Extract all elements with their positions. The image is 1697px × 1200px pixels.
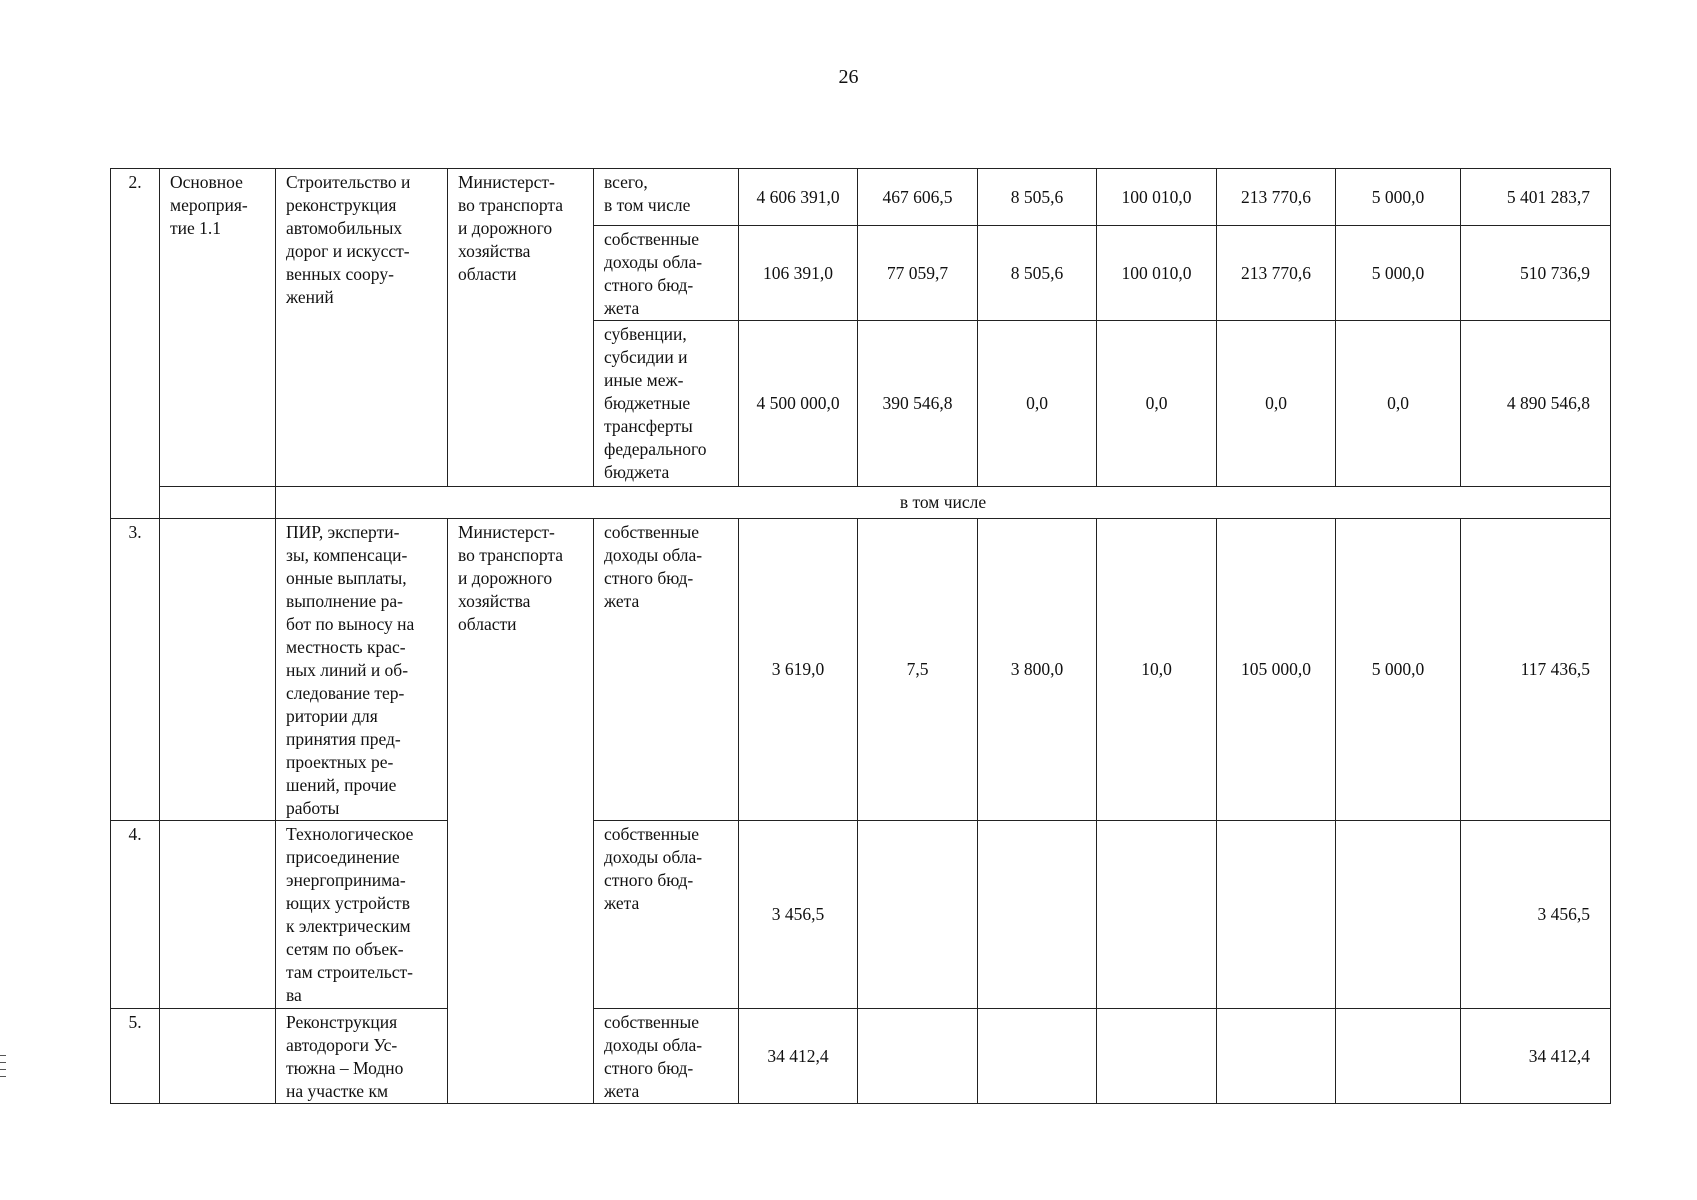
value-cell: 106 391,0: [739, 226, 858, 321]
table-row: [111, 1009, 1611, 1104]
source-cell: [594, 519, 739, 821]
value-cell: [1097, 821, 1217, 1009]
value-cell: 0,0: [978, 321, 1097, 487]
value-cell: 213 770,6: [1217, 169, 1336, 226]
funding-source: собственные доходы обла- стного бюд- жета: [604, 522, 703, 611]
funding-source: собственные доходы обла- стного бюд- жета: [604, 229, 703, 318]
value-cell: [978, 1009, 1097, 1104]
value-cell: [1217, 1009, 1336, 1104]
value-cell: 105 000,0: [1217, 519, 1336, 821]
activity-cell: [160, 1009, 276, 1104]
table-row: [111, 821, 1611, 1009]
total-cell: 510 736,9: [1461, 226, 1611, 321]
value-cell: [858, 1009, 978, 1104]
activity-cell: [160, 519, 276, 821]
funding-source: собственные доходы обла- стного бюд- жета: [604, 1012, 703, 1101]
activity-cell: [160, 821, 276, 1009]
row-number: 5.: [111, 1009, 160, 1104]
row-number: 4.: [111, 821, 160, 1009]
value-cell: 4 606 391,0: [739, 169, 858, 226]
name-cell: [276, 169, 448, 487]
value-cell: 7,5: [858, 519, 978, 821]
value-cell: 100 010,0: [1097, 169, 1217, 226]
value-cell: 8 505,6: [978, 226, 1097, 321]
value-cell: [1336, 821, 1461, 1009]
funding-source: субвенции, субсидии и иные меж- бюджетные трансферты федерального бюджета: [604, 324, 707, 482]
scan-mark: [0, 1062, 6, 1063]
activity-cell: [160, 169, 276, 487]
funding-source: всего, в том числе: [604, 172, 691, 215]
value-cell: 3 619,0: [739, 519, 858, 821]
total-cell: 117 436,5: [1461, 519, 1611, 821]
value-cell: 3 456,5: [739, 821, 858, 1009]
value-cell: [1336, 1009, 1461, 1104]
total-cell: 4 890 546,8: [1461, 321, 1611, 487]
section-subheader-row: [111, 487, 1611, 519]
page-number: 26: [838, 66, 859, 88]
executor-name: Министерст- во транспорта и дорожного хозяйства области: [458, 522, 564, 634]
value-cell: 5 000,0: [1336, 169, 1461, 226]
source-cell: [594, 169, 739, 226]
empty-cell: [160, 487, 276, 519]
scan-mark: [0, 1076, 6, 1077]
scan-edge-marks: [0, 1055, 6, 1083]
source-cell: [594, 821, 739, 1009]
table-row: [111, 519, 1611, 821]
activity-name: Реконструкция автодороги Ус- тюжна – Модно на участке км: [286, 1012, 404, 1101]
value-cell: 77 059,7: [858, 226, 978, 321]
value-cell: 467 606,5: [858, 169, 978, 226]
activity-label: Основное мероприя- тие 1.1: [170, 172, 248, 238]
executor-name: Министерст- во транспорта и дорожного хозяйства области: [458, 172, 564, 284]
section-subheader: в том числе: [276, 487, 1611, 519]
row-number: 3.: [111, 519, 160, 821]
value-cell: 5 000,0: [1336, 226, 1461, 321]
activity-name: ПИР, эксперти- зы, компенсаци- онные выплаты, выполнение ра- бот по выносу на местность крас- ных линий и об- следование тер- ритории для принятия пред- проектных ре- шений, прочие работы: [286, 522, 415, 818]
activity-name: Строительство и реконструкция автомобильных дорог и искусст- венных соору- жений: [286, 172, 411, 307]
scan-mark: [0, 1055, 6, 1056]
value-cell: 100 010,0: [1097, 226, 1217, 321]
value-cell: [1097, 1009, 1217, 1104]
budget-table: [110, 168, 1611, 1104]
value-cell: 3 800,0: [978, 519, 1097, 821]
row-number: 2.: [111, 169, 160, 519]
value-cell: 390 546,8: [858, 321, 978, 487]
name-cell: [276, 1009, 448, 1104]
value-cell: 0,0: [1097, 321, 1217, 487]
executor-cell: [448, 169, 594, 487]
value-cell: 0,0: [1336, 321, 1461, 487]
source-cell: [594, 321, 739, 487]
total-cell: 3 456,5: [1461, 821, 1611, 1009]
total-cell: 34 412,4: [1461, 1009, 1611, 1104]
table-row: [111, 169, 1611, 226]
value-cell: 10,0: [1097, 519, 1217, 821]
value-cell: [858, 821, 978, 1009]
source-cell: [594, 1009, 739, 1104]
value-cell: 0,0: [1217, 321, 1336, 487]
value-cell: [978, 821, 1097, 1009]
name-cell: [276, 519, 448, 821]
name-cell: [276, 821, 448, 1009]
funding-source: собственные доходы обла- стного бюд- жета: [604, 824, 703, 913]
value-cell: 34 412,4: [739, 1009, 858, 1104]
activity-name: Технологическое присоединение энергопринима- ющих устройств к электрическим сетям по объек- там строительст- ва: [286, 824, 414, 1005]
value-cell: 4 500 000,0: [739, 321, 858, 487]
value-cell: [1217, 821, 1336, 1009]
total-cell: 5 401 283,7: [1461, 169, 1611, 226]
source-cell: [594, 226, 739, 321]
scan-mark: [0, 1069, 6, 1070]
value-cell: 213 770,6: [1217, 226, 1336, 321]
executor-cell: [448, 519, 594, 1104]
value-cell: 5 000,0: [1336, 519, 1461, 821]
value-cell: 8 505,6: [978, 169, 1097, 226]
